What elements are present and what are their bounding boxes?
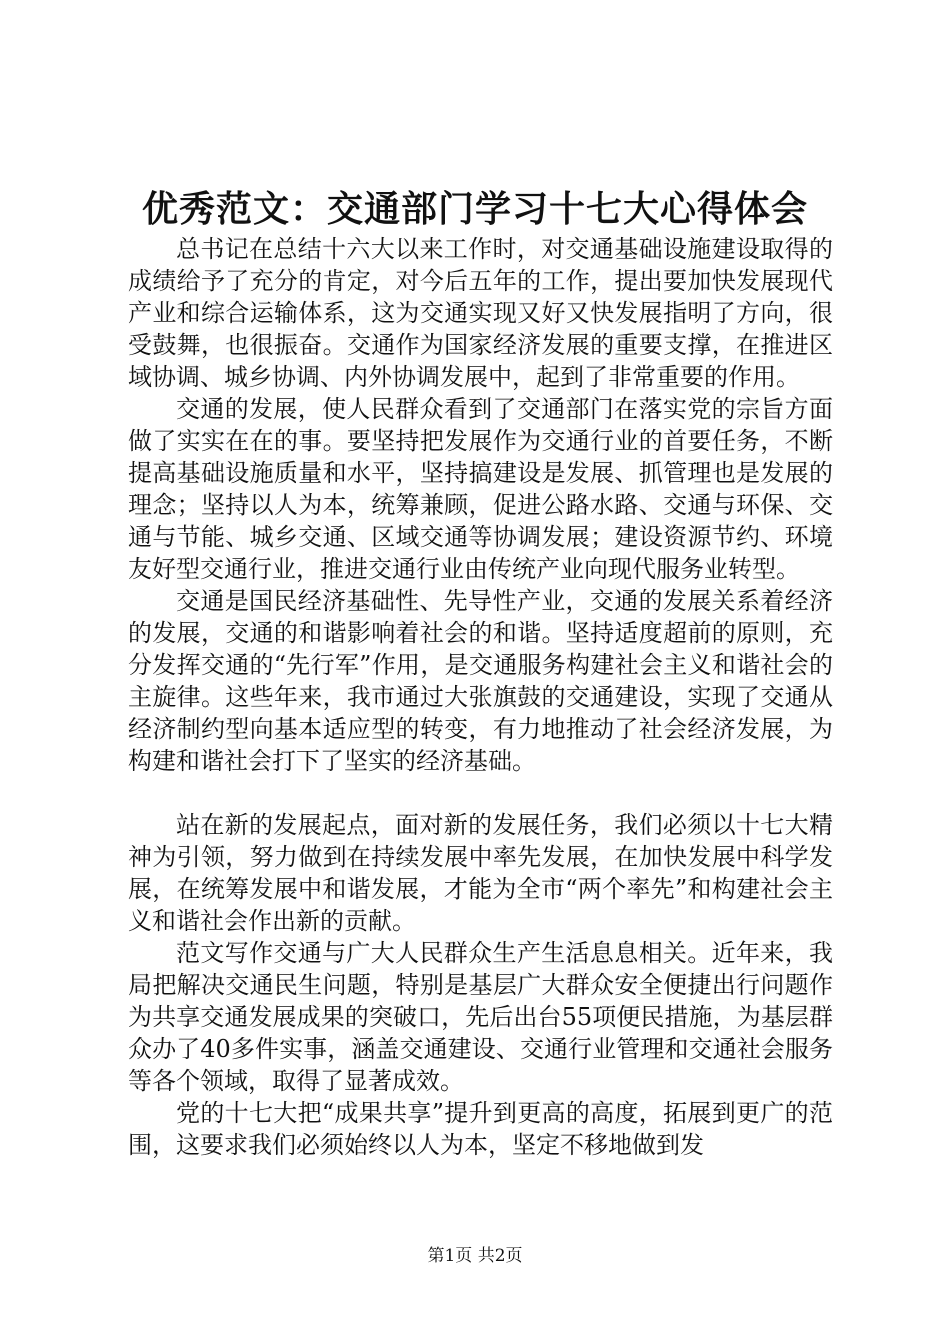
paragraph: 总书记在总结十六大以来工作时，对交通基础设施建设取得的成绩给予了充分的肯定，对今后五年的工作，提出要加快发展现代产业和综合运输体系，这为交通实现又好又快发展指明了方向，很受鼓舞，也很振奋。交通作为国家经济发展的重要支撑，在推进区域协调、城乡协调、内外协调发展中，起到了非常重要的作用。	[128, 235, 833, 391]
document-body	[128, 233, 833, 1161]
paragraph: 站在新的发展起点，面对新的发展任务，我们必须以十七大精神为引领，努力做到在持续发展中率先发展，在加快发展中科学发展，在统筹发展中和谐发展，才能为全市“两个率先”和构建社会主义和谐社会作出新的贡献。	[128, 811, 833, 935]
paragraph: 交通是国民经济基础性、先导性产业，交通的发展关系着经济的发展，交通的和谐影响着社会的和谐。坚持适度超前的原则，充分发挥交通的“先行军”作用，是交通服务构建社会主义和谐社会的主旋律。这些年来，我市通过大张旗鼓的交通建设，实现了交通从经济制约型向基本适应型的转变，有力地推动了社会经济发展，为构建和谐社会打下了坚实的经济基础。	[128, 587, 833, 775]
document-title: 优秀范文：交通部门学习十七大心得体会	[141, 188, 808, 230]
paragraph: 交通的发展，使人民群众看到了交通部门在落实党的宗旨方面做了实实在在的事。要坚持把发展作为交通行业的首要任务，不断提高基础设施质量和水平，坚持搞建设是发展、抓管理也是发展的理念；坚持以人为本，统筹兼顾，促进公路水路、交通与环保、交通与节能、城乡交通、区域交通等协调发展；建设资源节约、环境友好型交通行业，推进交通行业由传统产业向现代服务业转型。	[128, 395, 833, 583]
paragraph: 党的十七大把“成果共享”提升到更高的高度，拓展到更广的范围，这要求我们必须始终以人为本，坚定不移地做到发	[128, 1099, 833, 1159]
paragraph: 范文写作交通与广大人民群众生产生活息息相关。近年来，我局把解决交通民生问题，特别是基层广大群众安全便捷出行问题作为共享交通发展成果的突破口，先后出台55项便民措施，为基层群众办了40多件实事，涵盖交通建设、交通行业管理和交通社会服务等各个领域，取得了显著成效。	[128, 939, 833, 1095]
page-number-footer: 第1页 共2页	[427, 1246, 523, 1266]
